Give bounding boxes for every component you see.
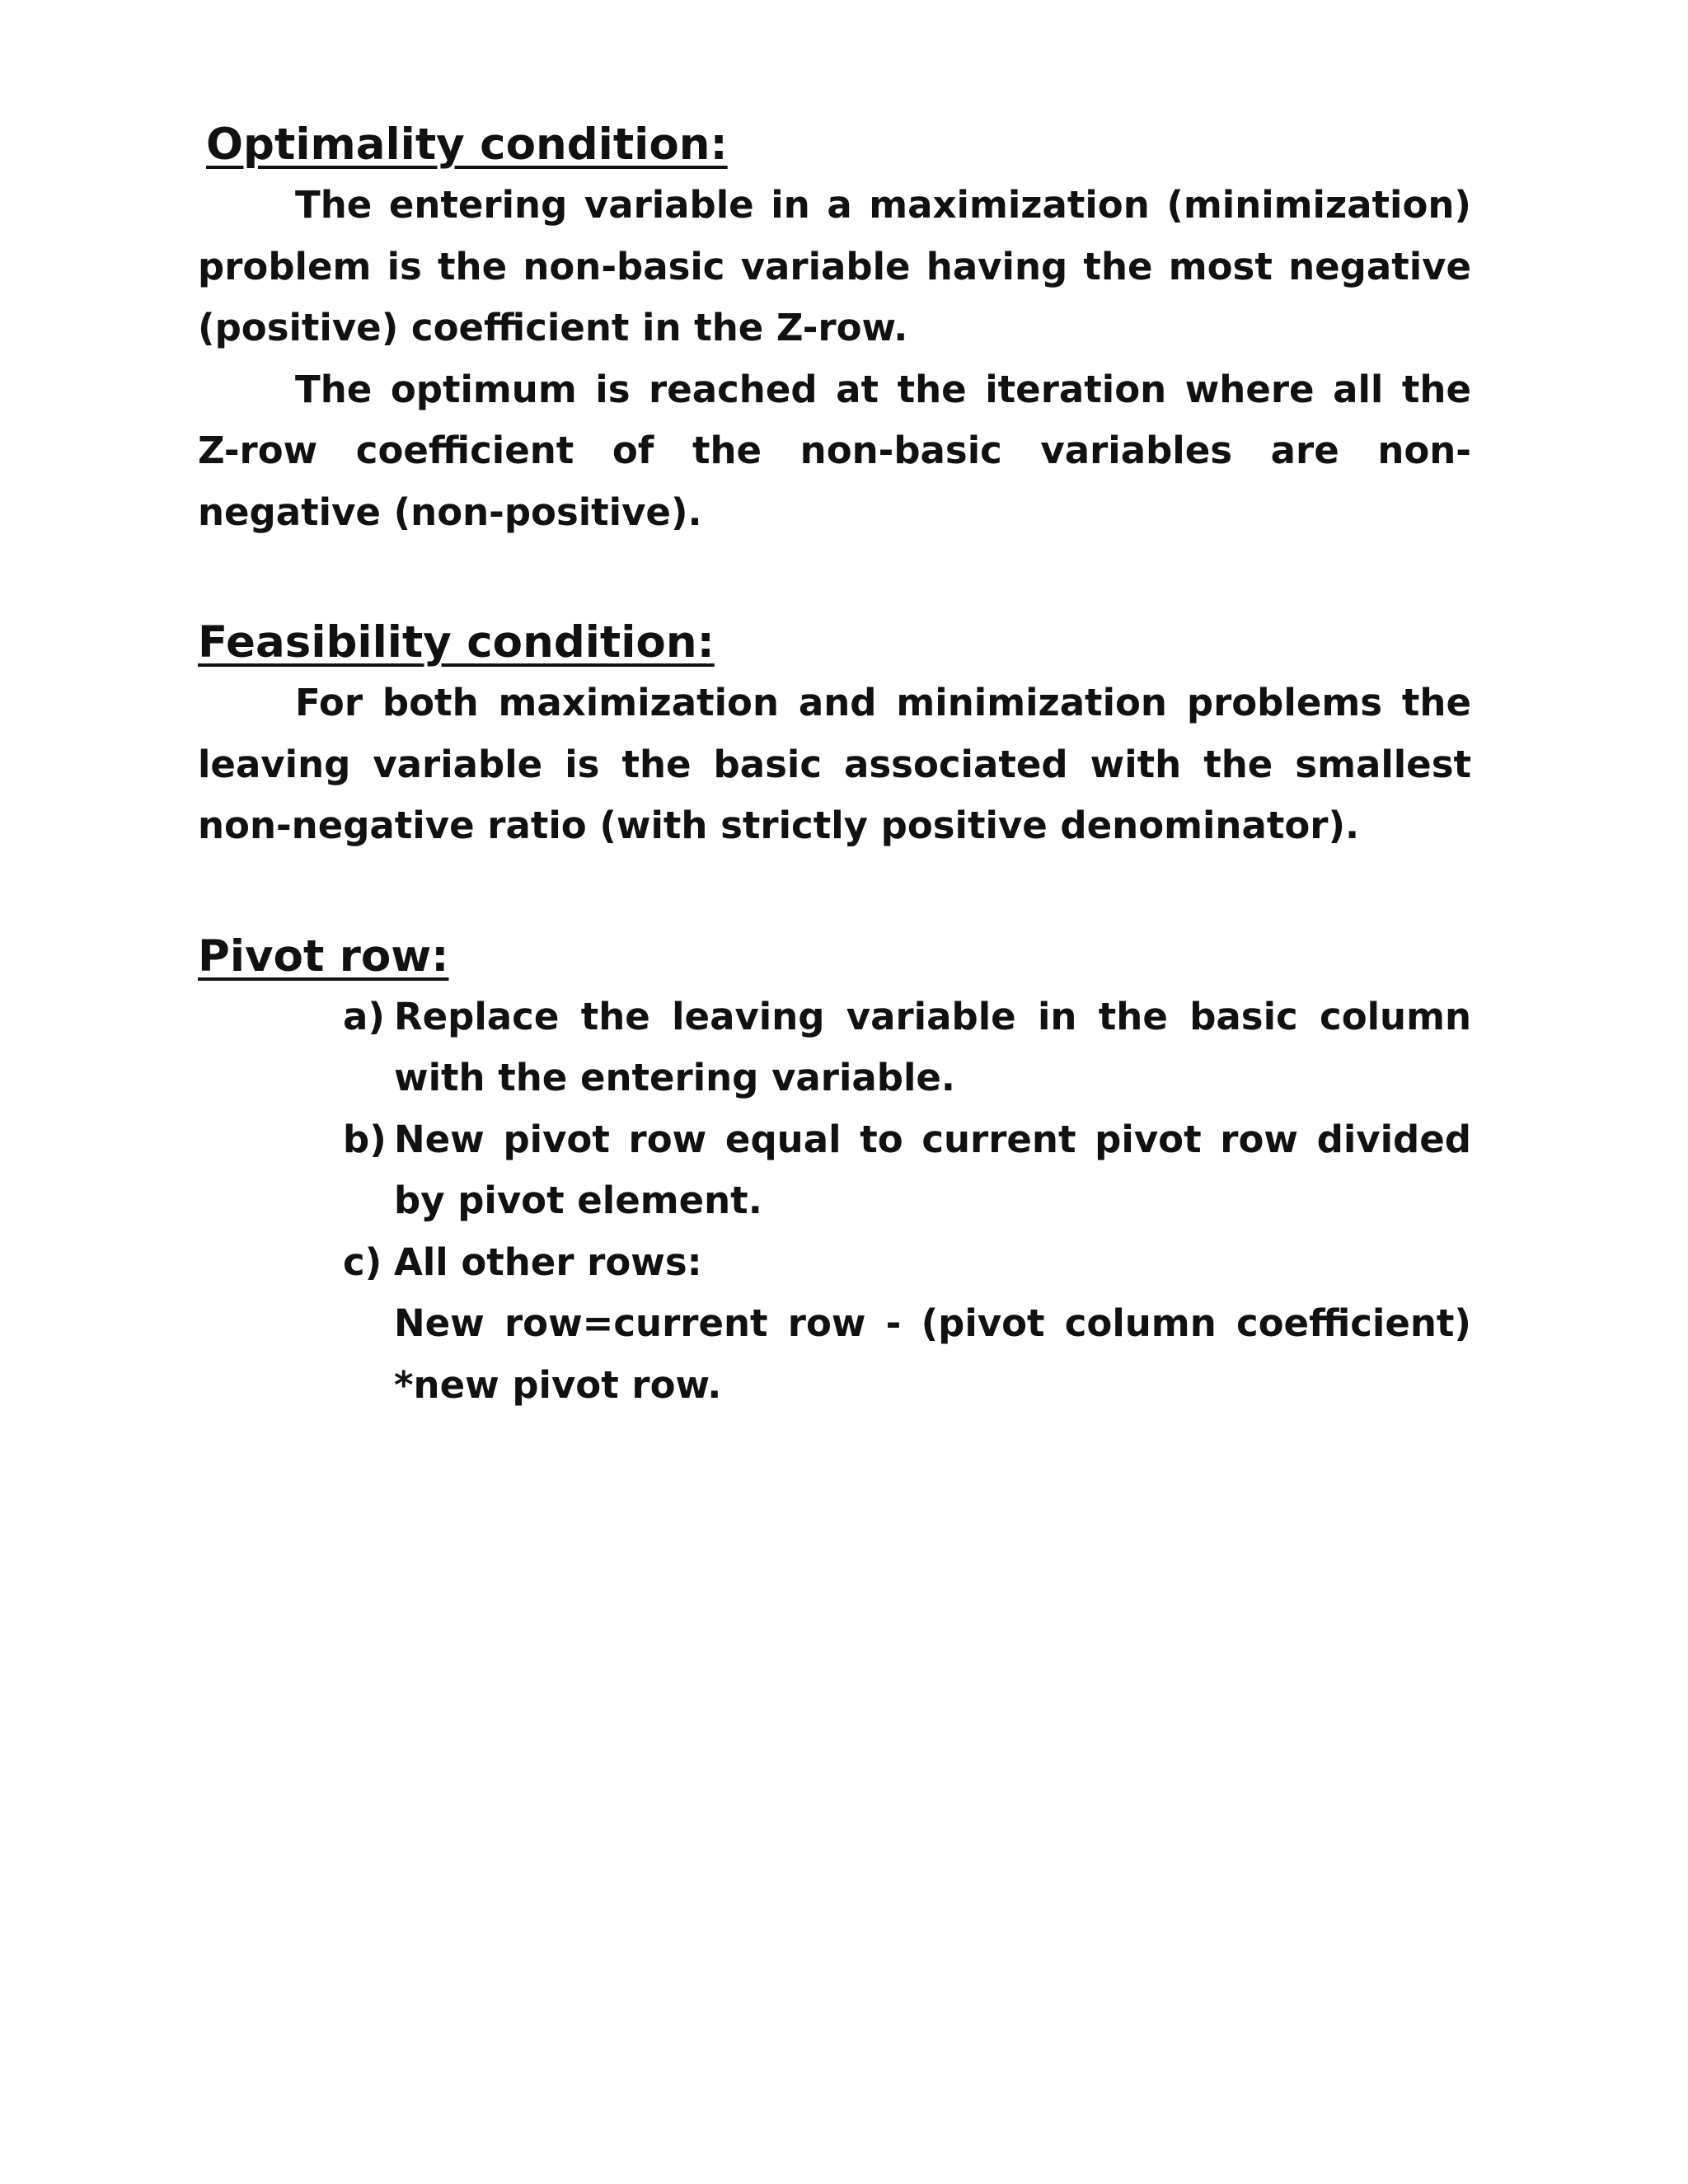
list-item-text: All other rows:: [394, 1240, 702, 1284]
section-heading-feasibility: Feasibility condition:: [198, 617, 715, 668]
section-spacer: [198, 543, 1471, 613]
list-item-text: New pivot row equal to current pivot row divided by pivot element.: [394, 1117, 1471, 1222]
section-heading-pivot-row: Pivot row:: [198, 930, 449, 982]
list-item-a: [198, 987, 1471, 1109]
section-heading-optimality: Optimality condition:: [206, 120, 728, 170]
list-marker: c): [343, 1240, 382, 1284]
paragraph-entering-variable: The entering variable in a maximization (minimization) problem is the non-basic variable having the most negative (positive) coefficient in the Z-row.: [198, 183, 1471, 349]
list-marker: b): [343, 1117, 387, 1161]
pivot-row-steps-list: [198, 987, 1471, 1417]
list-marker: a): [343, 994, 385, 1038]
paragraph-optimum-reached: The optimum is reached at the iteration where all the Z-row coefficient of the non-basic variables are non-negative (non-positive).: [198, 367, 1471, 534]
paragraph-leaving-variable: For both maximization and minimization problems the leaving variable is the basic associated with the smallest non-negative ratio (with strictly positive denominator).: [198, 681, 1471, 847]
list-item-c: [198, 1232, 1471, 1417]
list-item-text: Replace the leaving variable in the basic column with the entering variable.: [394, 994, 1471, 1099]
section-spacer: [198, 857, 1471, 927]
page-content: [198, 115, 1471, 1416]
list-item-subtext: New row=current row - (pivot column coefficient) *new pivot row.: [394, 1301, 1471, 1407]
list-item-b: [198, 1109, 1471, 1232]
